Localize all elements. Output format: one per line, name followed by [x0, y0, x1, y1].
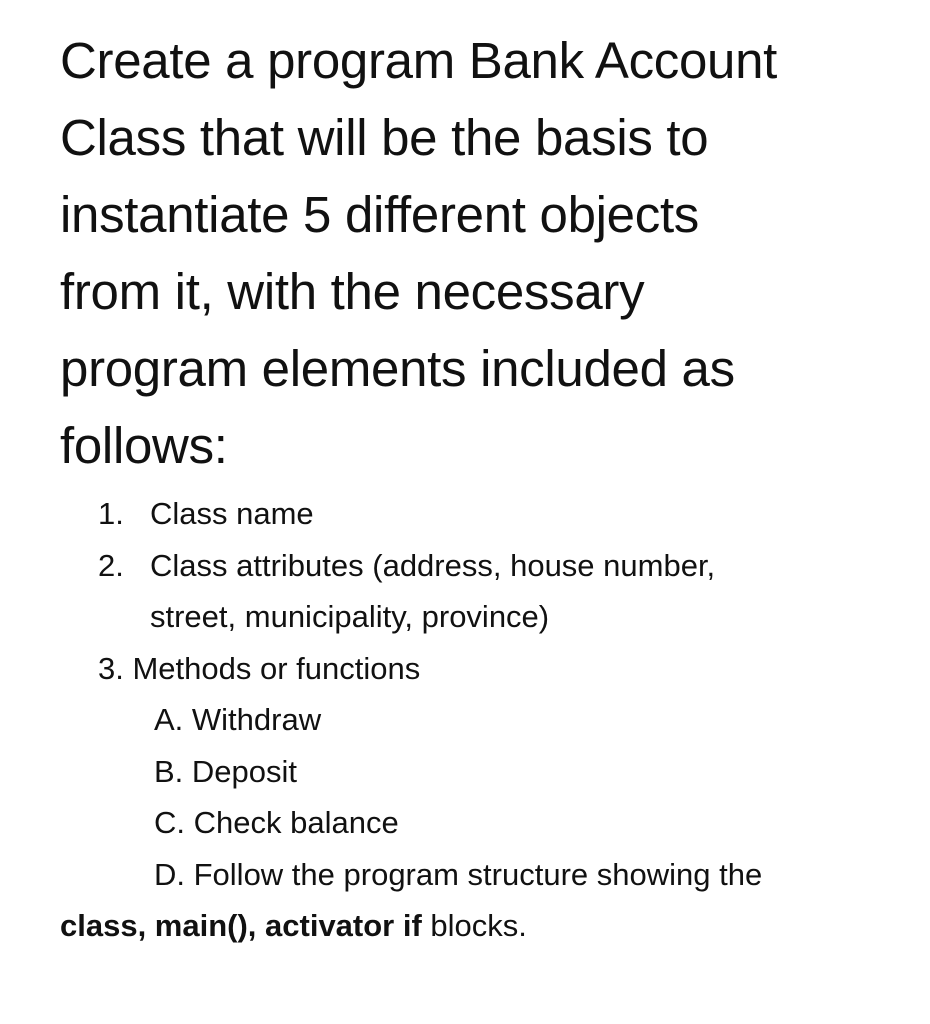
sub-item-text: D. Follow the program structure showing the [154, 856, 763, 892]
heading-line: follows: [60, 417, 228, 474]
heading-line: instantiate 5 different objects [60, 186, 700, 243]
list-text: street, municipality, province) [150, 599, 550, 634]
sub-item-text: C. Check balance [154, 805, 399, 840]
heading-line: Create a program Bank Account [60, 32, 778, 89]
document [60, 0, 910, 943]
final-line [60, 900, 910, 952]
list-number: 1. [98, 496, 124, 531]
bold-keywords: class, main(), activator if [60, 908, 422, 943]
heading-line: from it, with the necessary [60, 263, 645, 320]
heading-line: program elements included as [60, 340, 735, 397]
question-heading [60, 0, 910, 484]
sub-item [60, 849, 910, 901]
list-number: 2. [98, 547, 124, 583]
sub-item-text: B. Deposit [154, 753, 298, 789]
list-text: 3. Methods or functions [98, 650, 421, 686]
sub-item-text: A. Withdraw [154, 702, 322, 737]
final-rest: blocks. [421, 908, 527, 943]
sub-item [60, 694, 910, 746]
list-item [60, 488, 910, 540]
requirements-list [60, 488, 910, 952]
list-item [60, 643, 910, 695]
sub-item [60, 746, 910, 798]
list-item-continuation [60, 591, 910, 643]
list-text: Class attributes (address, house number, [150, 547, 716, 583]
list-item [60, 540, 910, 592]
list-text: Class name [150, 496, 314, 531]
heading-line: Class that will be the basis to [60, 109, 709, 166]
sub-item [60, 797, 910, 849]
final-text [60, 900, 527, 952]
